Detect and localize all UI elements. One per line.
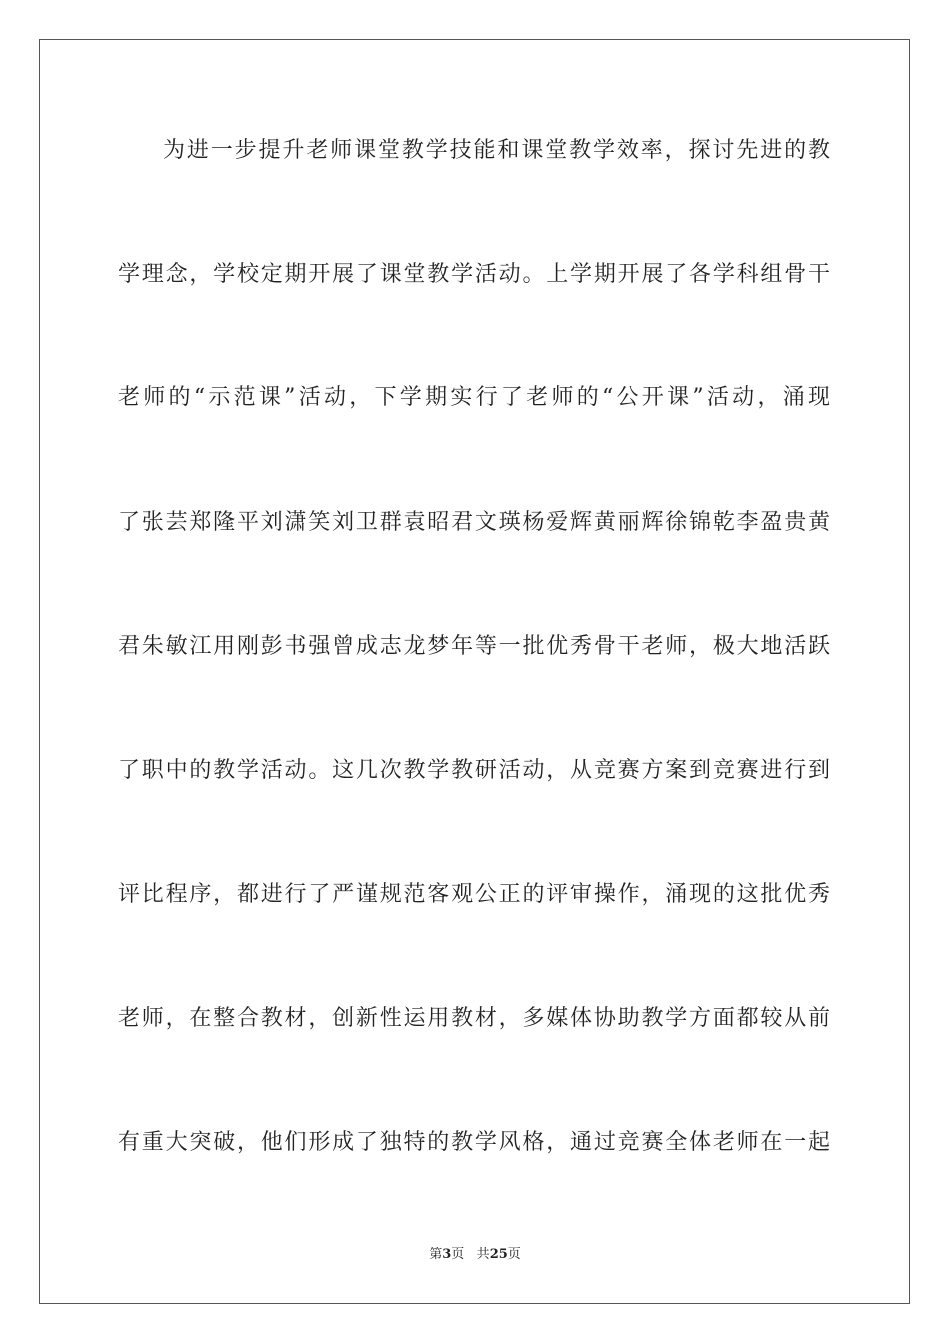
page-border xyxy=(39,39,910,1304)
total-pages: 25 xyxy=(489,1247,508,1262)
paragraph-line: 为进一步提升老师课堂教学技能和课堂教学效率，探讨先进的教 xyxy=(163,138,830,163)
paragraph-line: 了张芸郑隆平刘潇笑刘卫群袁昭君文瑛杨爱辉黄丽辉徐锦乾李盈贵黄 xyxy=(118,510,830,535)
page-suffix: 页 xyxy=(451,1247,465,1262)
paragraph-line: 学理念，学校定期开展了课堂教学活动。上学期开展了各学科组骨干 xyxy=(118,262,830,287)
total-prefix: 共 xyxy=(476,1247,490,1262)
page-footer xyxy=(0,1246,950,1264)
paragraph-line: 评比程序，都进行了严谨规范客观公正的评审操作，涌现的这批优秀 xyxy=(118,882,830,907)
paragraph-line: 了职中的教学活动。这几次教学教研活动，从竞赛方案到竞赛进行到 xyxy=(118,758,830,783)
total-suffix: 页 xyxy=(507,1247,521,1262)
paragraph-line: 老师，在整合教材，创新性运用教材，多媒体协助教学方面都较从前 xyxy=(118,1006,830,1031)
paragraph-line: 君朱敏江用刚彭书强曾成志龙梦年等一批优秀骨干老师，极大地活跃 xyxy=(118,634,830,659)
paragraph-line: 老师的“示范课”活动，下学期实行了老师的“公开课”活动，涌现 xyxy=(118,385,830,410)
page-number: 3 xyxy=(442,1247,452,1262)
paragraph-line: 有重大突破，他们形成了独特的教学风格，通过竞赛全体老师在一起 xyxy=(118,1130,830,1155)
page-prefix: 第 xyxy=(429,1247,443,1262)
